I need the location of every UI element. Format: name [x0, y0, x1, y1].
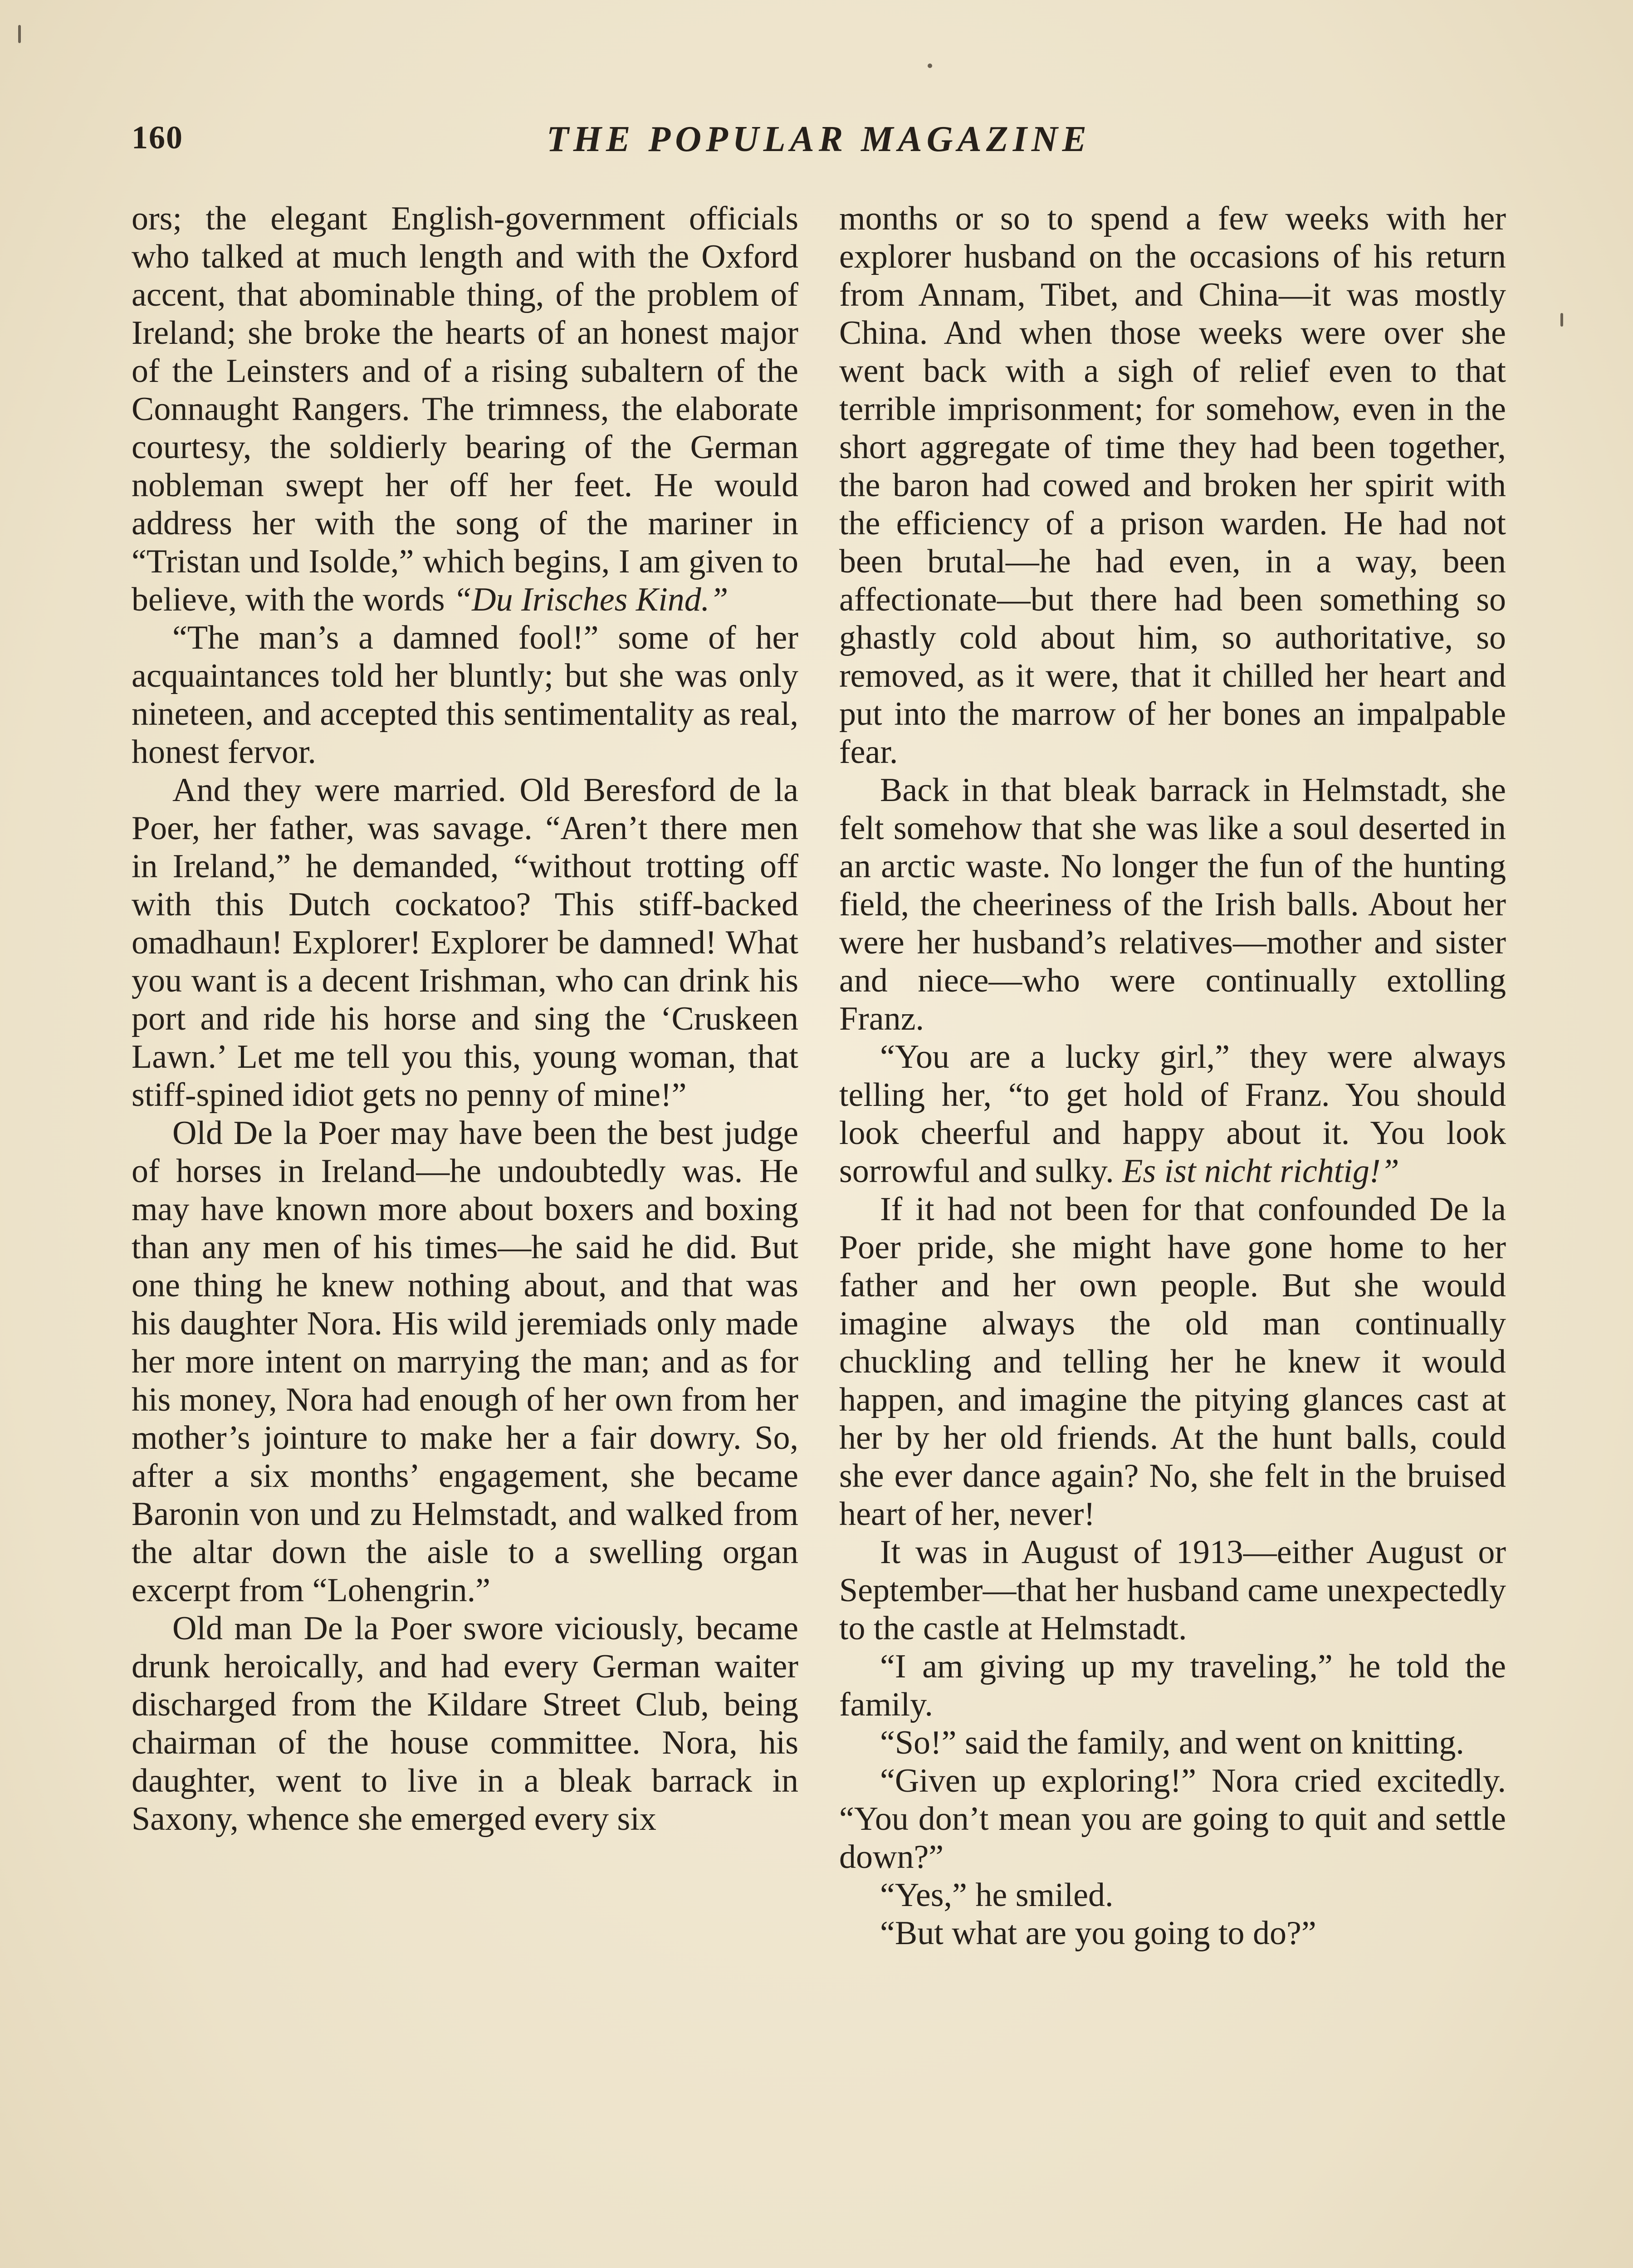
paragraph: months or so to spend a few weeks with her explorer husband on the occasions of his return from Annam, Tibet, and China—it was mostly China. And when those weeks were over she went back with a sigh of relief even to that terrible imprisonment; for somehow, even in the short aggregate of time they had been together, the baron had cowed and broken her spirit with the efficiency of a prison warden. He had not been brutal—he had even, in a way, been affectionate—but there had been something so ghastly cold about him, so authoritative, so removed, as it were, that it chilled her heart and put into the marrow of her bones an impalpable fear.: [839, 200, 1506, 771]
paragraph: “I am giving up my traveling,” he told the family.: [839, 1648, 1506, 1723]
paragraph-text: “You are a lucky girl,” they were always telling her, “to get hold of Franz. You should look cheerful and happy about it. You look sorrowful and sulky.: [839, 1038, 1506, 1190]
paragraph: “But what are you going to do?”: [880, 1915, 1316, 1952]
paragraph: Back in that bleak barrack in Helmstadt, she felt somehow that she was like a soul deserted in an arctic waste. No longer the fun of the hunting field, the cheeriness of the Irish balls. About her were her husband’s relatives—mother and sister and niece—who were continually extolling Franz.: [839, 772, 1506, 1037]
paragraph: “So!” said the family, and went on knitting.: [880, 1724, 1464, 1761]
italic-quote: Es ist nicht richtig!”: [1122, 1153, 1399, 1190]
paragraph: [839, 1038, 1506, 1190]
page-number: 160: [132, 119, 183, 156]
paragraph-text: ors; the elegant English-government officials who talked at much length and with the Oxford accent, that abominable thing, of the problem of Ireland; she broke the hearts of an honest major of the Leinsters and of a rising subaltern of the Connaught Rangers. The trimness, the elaborate courtesy, the soldierly bearing of the German nobleman swept her off her feet. He would address her with the song of the mariner in “Tristan und Isolde,” which begins, I am given to believe, with the words: [132, 200, 798, 618]
paragraph: If it had not been for that confounded De la Poer pride, she might have gone home to her father and her own people. But she would imagine always the old man continually chuckling and telling her he knew it would happen, and imagine the pitying glances cast at her by her old friends. At the hunt balls, could she ever dance again? No, she felt in the bruised heart of her, never!: [839, 1191, 1506, 1533]
ink-speck: [928, 64, 932, 68]
paragraph: Old man De la Poer swore viciously, became drunk heroically, and had every German waiter discharged from the Kildare Street Club, being chairman of the house committee. Nora, his daughter, went to live in a bleak barrack in Saxony, whence she emerged every six: [132, 1610, 798, 1838]
left-column: [132, 200, 798, 1838]
italic-quote: “Du Irisches Kind.”: [453, 581, 728, 618]
paragraph: “The man’s a damned fool!” some of her acquaintances told her bluntly; but she was only nineteen, and accepted this sentimentality as real, honest fervor.: [132, 619, 798, 771]
paragraph: [132, 200, 798, 619]
paragraph: Old De la Poer may have been the best judge of horses in Ireland—he undoubtedly was. He may have known more about boxers and boxing than any men of his times—he said he did. But one thing he knew nothing about, and that was his daughter Nora. His wild jeremiads only made her more intent on marrying the man; and as for his money, Nora had enough of her own from her mother’s jointure to make her a fair dowry. So, after a six months’ engagement, she became Baronin von und zu Helmstadt, and walked from the altar down the aisle to a swelling organ excerpt from “Lohengrin.”: [132, 1114, 798, 1609]
paragraph: “Yes,” he smiled.: [880, 1877, 1114, 1914]
page-header: [132, 119, 1506, 173]
paragraph: “Given up exploring!” Nora cried excitedly. “You don’t mean you are going to quit and settle down?”: [839, 1762, 1506, 1876]
running-title: THE POPULAR MAGAZINE: [546, 119, 1091, 159]
paragraph: It was in August of 1913—either August or September—that her husband came unexpectedly to the castle at Helmstadt.: [839, 1534, 1506, 1647]
ink-speck: [1560, 313, 1563, 327]
paragraph: And they were married. Old Beresford de la Poer, her father, was savage. “Aren’t there men in Ireland,” he demanded, “without trotting off with this Dutch cockatoo? This stiff-backed omadhaun! Explorer! Explorer be damned! What you want is a decent Irishman, who can drink his port and ride his horse and sing the ‘Cruskeen Lawn.’ Let me tell you this, young woman, that stiff-spined idiot gets no penny of mine!”: [132, 772, 798, 1114]
ink-speck: [18, 25, 21, 43]
right-column: [839, 200, 1506, 1952]
